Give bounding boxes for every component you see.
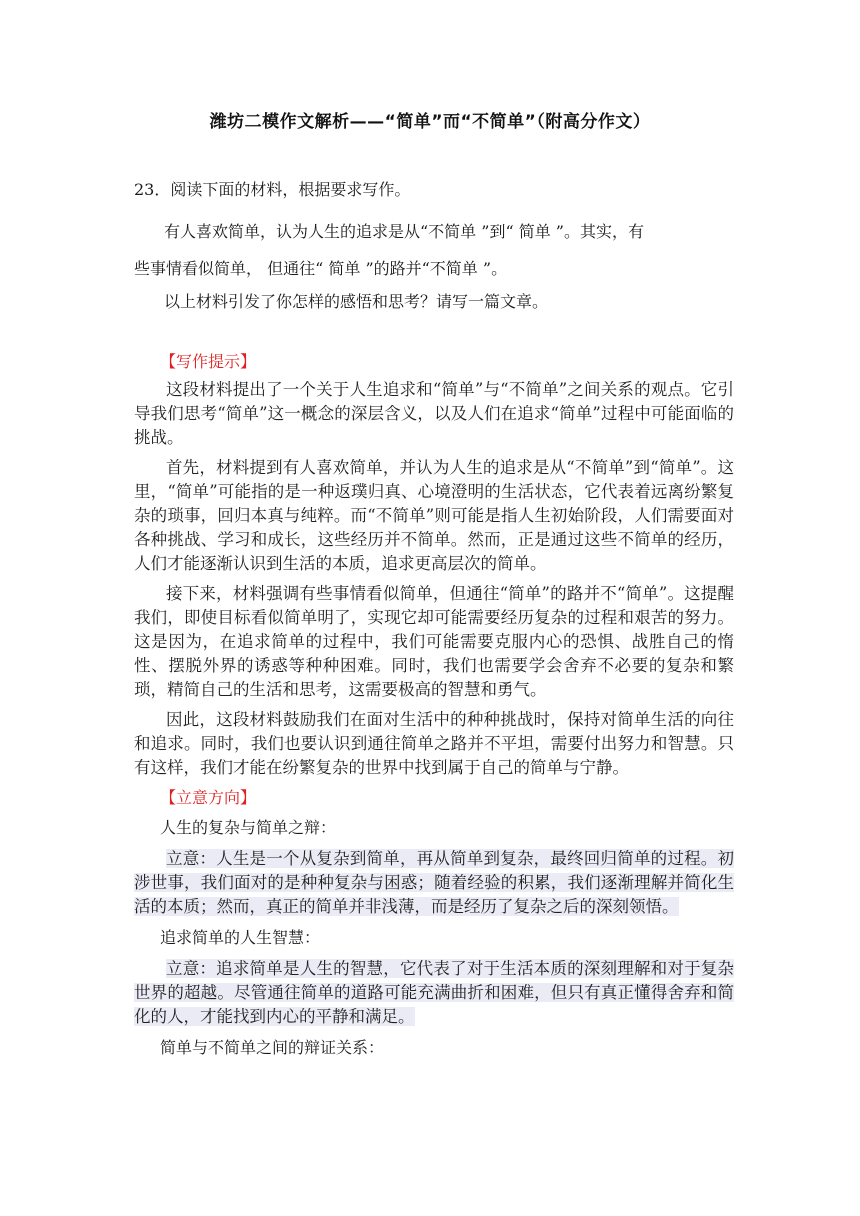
tips-paragraph-4: 因此，这段材料鼓励我们在面对生活中的种种挑战时，保持对简单生活的向往和追求。同时，我们也要认识到通往简单之路并不平坦，需要付出努力和智慧。只有这样，我们才能在纷繁复杂的世界中找到属于自己的简单与宁静。 bbox=[134, 710, 734, 777]
material-prompt: 以上材料引发了你怎样的感悟和思考？请写一篇文章。 bbox=[164, 292, 549, 311]
idea-1-text-highlight: 立意：人生是一个从复杂到简单，再从简单到复杂，最终回归简单的过程。初涉世事，我们面对的是种种复杂与困惑；随着经验的积累，我们逐渐理解并简化生活的本质；然而，真正的简单并非浅薄，而是经历了复杂之后的深刻领悟。 bbox=[134, 849, 734, 916]
idea-2-text bbox=[134, 957, 734, 1029]
idea-2-text-highlight: 立意：追求简单是人生的智慧，它代表了对于生活本质的深刻理解和对于复杂世界的超越。尽管通往简单的道路可能充满曲折和困难，但只有真正懂得舍弃和简化的人，才能找到内心的平静和满足。 bbox=[134, 959, 734, 1026]
material-line-2: 些事情看似简单， 但通往“ 简单 ”的路并“不简单 ”。 bbox=[134, 259, 508, 278]
idea-3-title: 简单与不简单之间的辩证关系： bbox=[160, 1038, 385, 1057]
ideas-heading: 【立意方向】 bbox=[160, 788, 257, 807]
tips-paragraph-1: 这段材料提出了一个关于人生追求和“简单”与“不简单”之间关系的观点。它引导我们思考“简单”这一概念的深层含义，以及人们在追求“简单”过程中可能面临的挑战。 bbox=[134, 380, 734, 447]
writing-tips-heading: 【写作提示】 bbox=[160, 352, 257, 371]
tips-paragraph-3: 接下来，材料强调有些事情看似简单，但通往“简单”的路并不“简单”。这提醒我们，即使目标看似简单明了，实现它却可能需要经历复杂的过程和艰苦的努力。这是因为，在追求简单的过程中，我们可能需要克服内心的恐惧、战胜自己的惰性、摆脱外界的诱惑等种种困难。同时，我们也需要学会舍弃不必要的复杂和繁琐，精简自己的生活和思考，这需要极高的智慧和勇气。 bbox=[134, 584, 734, 699]
idea-2-title: 追求简单的人生智慧： bbox=[160, 928, 321, 947]
material-prompt-block bbox=[134, 283, 734, 320]
question-line: 23．阅读下面的材料，根据要求写作。 bbox=[134, 180, 411, 199]
document-title: 潍坊二模作文解析——“简单”而“不简单”（附高分作文） bbox=[209, 112, 651, 132]
material-block bbox=[134, 213, 734, 287]
analysis-section bbox=[134, 350, 734, 1067]
tips-paragraph-2: 首先，材料提到有人喜欢简单，并认为人生的追求是从“不简单”到“简单”。这里，“简单”可能指的是一种返璞归真、心境澄明的生活状态，它代表着远离纷繁复杂的琐事，回归本真与纯粹。而“不简单”则可能是指人生初始阶段，人们需要面对各种挑战、学习和成长，这些经历并不简单。然而，正是通过这些不简单的经历，人们才能逐渐认识到生活的本质，追求更高层次的简单。 bbox=[134, 458, 734, 573]
idea-1-title: 人生的复杂与简单之辩： bbox=[160, 818, 337, 837]
material-line-1: 有人喜欢简单，认为人生的追求是从“不简单 ”到“ 简单 ”。其实，有 bbox=[164, 222, 644, 241]
idea-1-text bbox=[134, 847, 734, 919]
